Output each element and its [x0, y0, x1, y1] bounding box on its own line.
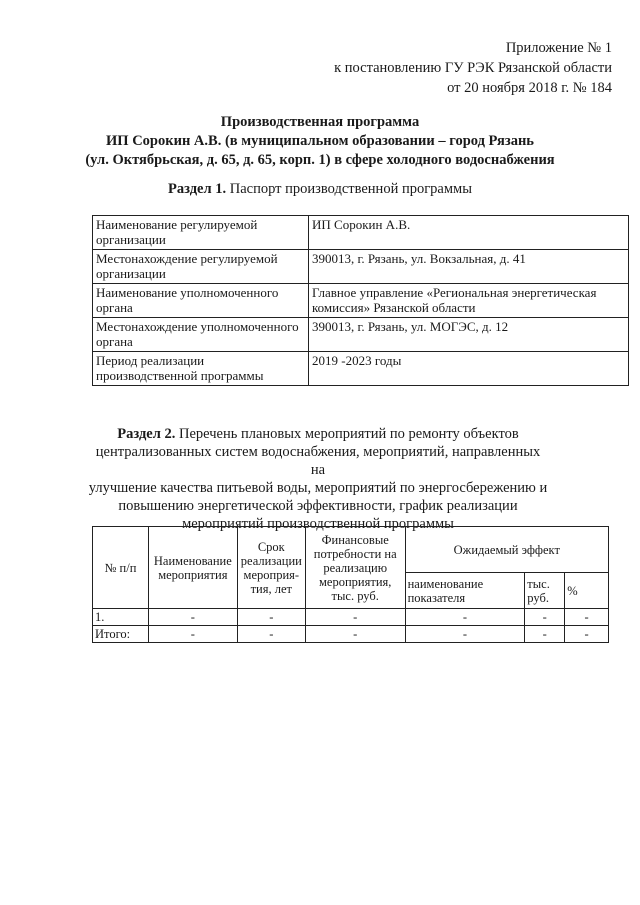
passport-table — [92, 215, 629, 386]
header-term: Срок реализации мероприя-тия, лет — [237, 527, 305, 609]
table-row — [93, 284, 629, 318]
table-row — [93, 609, 609, 626]
passport-key: Период реализации производственной программы — [93, 352, 309, 386]
header-percent: % — [565, 573, 609, 609]
passport-key: Местонахождение регулируемой организации — [93, 250, 309, 284]
title-line-1: Производственная программа — [220, 114, 420, 130]
appendix-line-2: к постановлению ГУ РЭК Рязанской области — [334, 60, 612, 76]
passport-key: Наименование уполномоченного органа — [93, 284, 309, 318]
cell-finance: - — [305, 626, 405, 643]
section-1-text: Паспорт производственной программы — [229, 181, 472, 197]
cell-term: - — [237, 609, 305, 626]
cell-num: Итого: — [93, 626, 149, 643]
passport-key: Местонахождение уполномоченного органа — [93, 318, 309, 352]
section-2-line-4: повышению энергетической эффективности, график реализации — [118, 498, 518, 514]
passport-key: Наименование регулируемой организации — [93, 216, 309, 250]
cell-percent: - — [565, 609, 609, 626]
title-line-2: ИП Сорокин А.В. (в муниципальном образовании – город Рязань — [106, 133, 534, 149]
section-2-line-3: улучшение качества питьевой воды, мероприятий по энергосбережению и — [88, 480, 548, 496]
header-finance: Финансовые потребности на реализацию мероприятия, тыс. руб. — [305, 527, 405, 609]
cell-num: 1. — [93, 609, 149, 626]
header-thousand-rub: тыс. руб. — [525, 573, 565, 609]
section-2-heading — [88, 425, 548, 533]
passport-value: Главное управление «Региональная энергетическая комиссия» Рязанской области — [309, 284, 629, 318]
cell-name: - — [148, 626, 237, 643]
section-2-line-5: мероприятий производственной программы — [182, 516, 454, 532]
cell-indicator: - — [405, 626, 525, 643]
cell-indicator: - — [405, 609, 525, 626]
passport-value: 2019 -2023 годы — [309, 352, 629, 386]
events-table — [92, 526, 609, 643]
header-name: Наименование мероприятия — [148, 527, 237, 609]
passport-value: 390013, г. Рязань, ул. МОГЭС, д. 12 — [309, 318, 629, 352]
cell-finance: - — [305, 609, 405, 626]
section-1-heading — [0, 181, 640, 198]
section-2-line-2: централизованных систем водоснабжения, мероприятий, направленных на — [95, 444, 541, 478]
header-effect: Ожидаемый эффект — [405, 527, 608, 573]
table-row — [93, 250, 629, 284]
title-line-3: (ул. Октябрьская, д. 65, д. 65, корп. 1) в сфере холодного водоснабжения — [85, 152, 555, 168]
cell-term: - — [237, 626, 305, 643]
cell-thousand-rub: - — [525, 609, 565, 626]
passport-value: ИП Сорокин А.В. — [309, 216, 629, 250]
document-title — [0, 113, 640, 170]
header-num: № п/п — [93, 527, 149, 609]
table-header-row — [93, 527, 609, 573]
passport-value: 390013, г. Рязань, ул. Вокзальная, д. 41 — [309, 250, 629, 284]
table-row — [93, 318, 629, 352]
table-row — [93, 216, 629, 250]
header-indicator: наименование показателя — [405, 573, 525, 609]
table-row — [93, 352, 629, 386]
appendix-line-1: Приложение № 1 — [505, 40, 612, 56]
appendix-header — [334, 38, 612, 98]
section-2-label: Раздел 2. — [117, 426, 176, 442]
appendix-line-3: от 20 ноября 2018 г. № 184 — [447, 80, 612, 96]
section-2-line-1: Перечень плановых мероприятий по ремонту объектов — [178, 426, 519, 442]
cell-percent: - — [565, 626, 609, 643]
table-row — [93, 626, 609, 643]
cell-thousand-rub: - — [525, 626, 565, 643]
cell-name: - — [148, 609, 237, 626]
section-1-label: Раздел 1. — [168, 181, 227, 197]
